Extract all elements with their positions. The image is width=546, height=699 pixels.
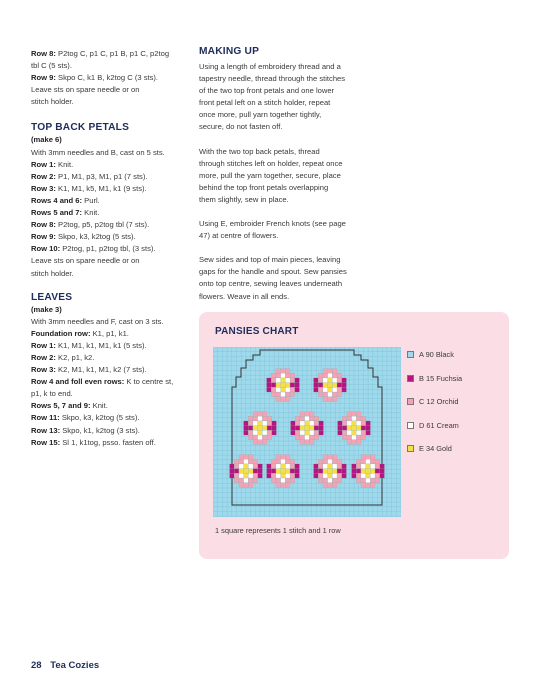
legend-swatch <box>407 351 414 358</box>
legend-swatch <box>407 445 414 452</box>
paragraph-line: Sew sides and top of main pieces, leaving <box>199 255 341 265</box>
legend-swatch <box>407 375 414 382</box>
pansies-chart-panel <box>199 312 509 559</box>
instruction-line <box>31 48 201 60</box>
instruction-line <box>31 352 201 364</box>
legend-label: D 61 Cream <box>419 420 459 430</box>
instruction-line <box>31 171 201 183</box>
row-label: Row 1: <box>31 159 56 169</box>
paragraph-line: behind the top front petals overlapping <box>199 182 329 192</box>
instruction-line <box>31 72 201 84</box>
paragraph-line: onto top centre, sewing leaves underneath <box>199 279 343 289</box>
instruction-line <box>31 400 201 412</box>
row-text: Skpo, k1, k2tog (3 sts). <box>60 425 140 435</box>
row-label: Row 15: <box>31 437 61 447</box>
pansy-motif <box>230 455 263 488</box>
pansies-chart-grid <box>213 347 401 517</box>
pansy-motif <box>314 369 347 402</box>
section-heading-making-up: MAKING UP <box>199 46 260 57</box>
row-label: Rows 5, 7 and 9: <box>31 401 91 411</box>
row-label: Row 13: <box>31 425 61 435</box>
row-text: K2, M1, k1, M1, k2 (7 sts). <box>55 365 147 375</box>
row-label: Row 2: <box>31 352 56 362</box>
legend-swatch <box>407 422 414 429</box>
legend-label: E 34 Gold <box>419 444 452 453</box>
page-footer <box>31 660 99 671</box>
row-label: Rows 5 and 7: <box>31 208 83 218</box>
paragraph-line: Using a length of embroidery thread and a <box>199 62 341 71</box>
legend-label: A 90 Black <box>419 350 454 359</box>
pansy-motif <box>352 455 385 488</box>
section-subheading: (make 6) <box>31 135 62 145</box>
instruction-line <box>31 364 201 376</box>
row-label: Row 9: <box>31 232 56 242</box>
row-text: P2tog, p5, p2tog tbl (7 sts). <box>55 220 150 230</box>
instruction-line <box>31 195 201 207</box>
page-number: 28 <box>31 660 42 671</box>
row-text: tbl C (5 sts). <box>31 61 72 71</box>
row-label: Row 2: <box>31 171 56 181</box>
row-label: Row 10: <box>31 244 61 254</box>
row-text: K1, p1, k1. <box>90 328 129 338</box>
row-label: Row 8: <box>31 220 56 230</box>
row-text: With 3mm needles and B, cast on 5 sts. <box>31 147 165 157</box>
pansy-motif <box>267 455 300 488</box>
chart-caption: 1 square represents 1 stitch and 1 row <box>215 526 341 535</box>
instruction-line <box>31 388 201 400</box>
row-label: Row 9: <box>31 73 56 83</box>
instruction-line <box>31 437 201 449</box>
pansy-motif <box>314 455 347 488</box>
pansy-motif <box>291 412 324 445</box>
legend-item <box>407 397 462 421</box>
row-label: Foundation row: <box>31 328 91 338</box>
instruction-line <box>31 207 201 219</box>
instruction-line <box>31 219 201 231</box>
paragraph-line: more, pull the yarn together, secure, place <box>199 170 341 180</box>
instruction-line <box>31 425 201 437</box>
paragraph-line: 47) at centre of flowers. <box>199 231 279 241</box>
paragraph-line: of the two top front petals and one lower <box>199 86 335 96</box>
row-text: K1, M1, k1, M1, k1 (5 sts). <box>55 340 147 350</box>
row-text: Knit. <box>55 159 74 169</box>
instruction-line <box>31 268 201 280</box>
paragraph-line: gaps for the handle and spout. Sew pansies <box>199 267 347 277</box>
legend-item <box>407 444 462 468</box>
legend-item <box>407 374 462 398</box>
section-subheading: (make 3) <box>31 304 62 314</box>
row-text: P2tog, p1, p2tog tbl, (3 sts). <box>60 244 156 254</box>
chart-legend <box>407 350 462 468</box>
instruction-line <box>31 84 201 96</box>
row-text: Knit. <box>90 401 108 411</box>
paragraph-line: through stitches left on holder, repeat once <box>199 158 343 168</box>
chart-title: PANSIES CHART <box>215 326 299 337</box>
instruction-line <box>31 255 201 267</box>
row-text: Knit. <box>82 208 100 218</box>
legend-label: C 12 Orchid <box>419 397 459 406</box>
row-text: K1, M1, k5, M1, k1 (9 sts). <box>55 183 147 193</box>
book-title: Tea Cozies <box>50 660 100 671</box>
row-text: Sl 1, k1tog, psso. fasten off. <box>60 437 156 447</box>
instruction-line <box>31 340 201 352</box>
instruction-line <box>31 60 201 72</box>
row-label: Row 1: <box>31 340 56 350</box>
row-text: With 3mm needles and F, cast on 3 sts. <box>31 316 164 326</box>
row-text: K2, p1, k2. <box>55 352 95 362</box>
pansy-motif <box>267 369 300 402</box>
legend-item <box>407 421 462 445</box>
instruction-line <box>31 183 201 195</box>
section-heading-leaves: LEAVES <box>31 291 73 303</box>
instruction-line <box>31 376 201 388</box>
row-label: Row 11: <box>31 413 60 423</box>
right-column <box>199 46 369 303</box>
row-text: p1, k to end. <box>31 389 73 399</box>
paragraph-line: them slightly, sew in place. <box>199 194 289 204</box>
instruction-line <box>31 96 201 108</box>
row-text: K to centre st, <box>124 377 174 387</box>
row-text: Skpo, k3, k2tog (5 sts). <box>59 413 140 423</box>
row-text: Leave sts on spare needle or on <box>31 256 140 266</box>
instruction-line <box>31 316 201 328</box>
instruction-line <box>31 243 201 255</box>
paragraph-line: front petal left on a stitch holder, repeat <box>199 98 331 108</box>
row-text: stitch holder. <box>31 268 74 278</box>
legend-swatch <box>407 398 414 405</box>
row-text: Leave sts on spare needle or on <box>31 85 140 95</box>
legend-label: B 15 Fuchsia <box>419 373 463 383</box>
instruction-line <box>31 328 201 340</box>
left-column <box>31 48 201 449</box>
instruction-line <box>31 159 201 171</box>
row-label: Row 3: <box>31 183 56 193</box>
instruction-line <box>31 147 201 159</box>
row-text: P1, M1, p3, M1, p1 (7 sts). <box>55 171 148 181</box>
paragraph-line: With the two top back petals, thread <box>199 146 320 156</box>
pansy-motif <box>244 412 277 445</box>
paragraph-line: flowers. Weave in all ends. <box>199 291 290 301</box>
paragraph-line: secure, do not fasten off. <box>199 122 283 132</box>
pansy-motif <box>338 412 371 445</box>
row-label: Row 8: <box>31 49 56 58</box>
row-label: Row 4 and foll even rows: <box>31 377 125 387</box>
row-text: P2tog C, p1 C, p1 B, p1 C, p2tog <box>55 49 170 58</box>
instruction-line <box>31 231 201 243</box>
paragraph-line: tapestry needle, thread through the stitches <box>199 74 346 84</box>
row-label: Row 3: <box>31 365 56 375</box>
legend-item <box>407 350 462 374</box>
section-heading-top-back-petals: TOP BACK PETALS <box>31 122 130 134</box>
paragraph-line: once more, pull yarn together tightly, <box>199 110 322 120</box>
row-text: Purl. <box>82 195 100 205</box>
row-label: Rows 4 and 6: <box>31 195 83 205</box>
row-text: Skpo C, k1 B, k2tog C (3 sts). <box>55 73 159 83</box>
row-text: stitch holder. <box>31 97 74 107</box>
row-text: Skpo, k3, k2tog (5 sts). <box>55 232 136 242</box>
paragraph-line: Using E, embroider French knots (see page <box>199 219 346 229</box>
instruction-line <box>31 412 201 424</box>
